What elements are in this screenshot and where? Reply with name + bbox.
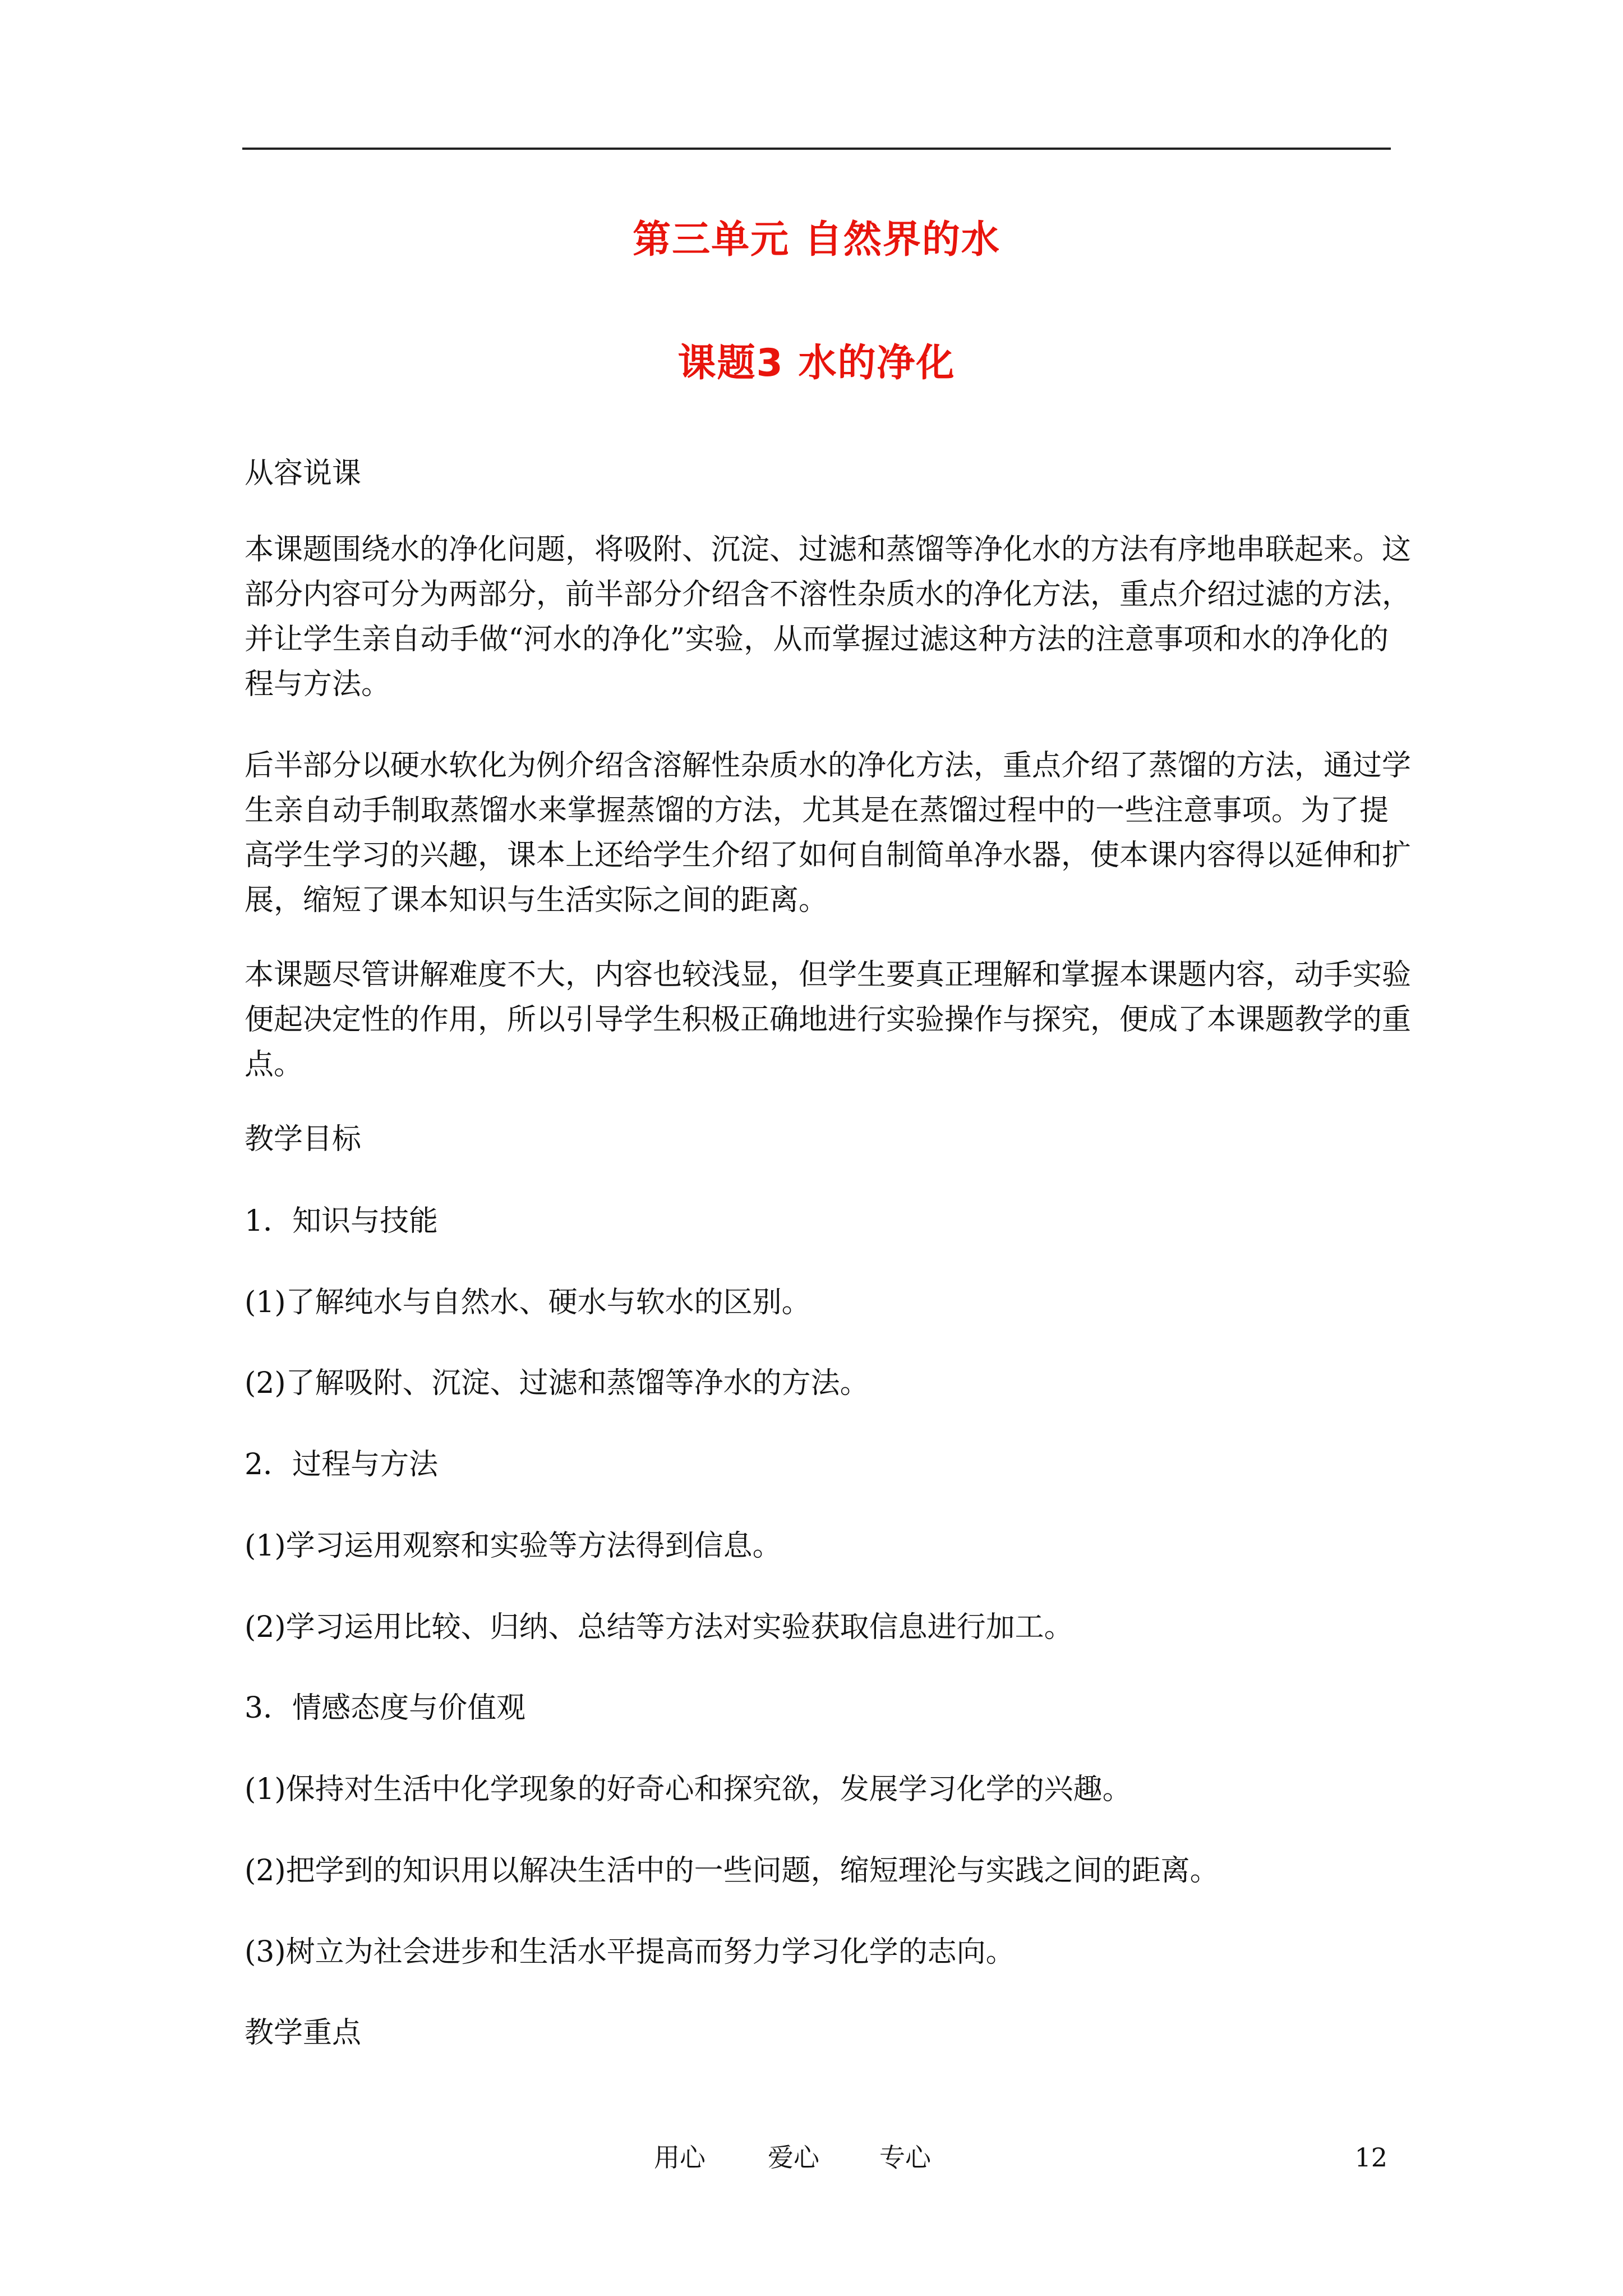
paragraph-line: 部分内容可分为两部分，前半部分介绍含不溶性杂质水的净化方法，重点介绍过滤的方法， — [245, 578, 1412, 611]
objective-item: (2)学习运用比较、归纳、总结等方法对实验获取信息进行加工。 — [245, 1611, 1073, 1644]
paragraph-line: 生亲自动手制取蒸馏水来掌握蒸馏的方法，尤其是在蒸馏过程中的一些注意事项。为了提 — [245, 794, 1389, 827]
paragraph-line: 本课题尽管讲解难度不大，内容也较浅显，但学生要真正理解和掌握本课题内容，动手实验 — [245, 958, 1412, 992]
paragraph-line: 点。 — [245, 1048, 303, 1082]
paragraph-line: 并让学生亲自动手做“河水的净化”实验，从而掌握过滤这种方法的注意事项和水的净化的 — [245, 623, 1389, 656]
footer-word-3: 专心 — [879, 2142, 931, 2173]
paragraph-line: 后半部分以硬水软化为例介绍含溶解性杂质水的净化方法，重点介绍了蒸馏的方法，通过学 — [245, 749, 1412, 783]
objective-item: (1)了解纯水与自然水、硬水与软水的区别。 — [245, 1286, 811, 1319]
objective-item: (3)树立为社会进步和生活水平提高而努力学习化学的志向。 — [245, 1935, 1015, 1969]
objective-item: (2)了解吸附、沉淀、过滤和蒸馏等净水的方法。 — [245, 1366, 869, 1400]
page-title: 第三单元 自然界的水 — [633, 218, 1000, 262]
intro-paragraph-1 — [245, 527, 1412, 707]
footer-word-1: 用心 — [654, 2142, 706, 2173]
page-number: 12 — [1354, 2142, 1387, 2173]
paragraph-line: 程与方法。 — [245, 668, 391, 701]
section-heading-key-points: 教学重点 — [245, 2016, 362, 2050]
intro-paragraph-2 — [245, 743, 1412, 923]
objective-heading-3: 3．情感态度与价值观 — [245, 1691, 526, 1725]
section-heading-intro: 从容说课 — [245, 457, 362, 490]
header-rule — [242, 148, 1391, 150]
objective-item: (1)学习运用观察和实验等方法得到信息。 — [245, 1529, 782, 1563]
paragraph-line: 便起决定性的作用，所以引导学生积极正确地进行实验操作与探究，便成了本课题教学的重 — [245, 1003, 1412, 1037]
lesson-title: 课题3 水的净化 — [677, 341, 956, 385]
intro-paragraph-3 — [245, 953, 1412, 1087]
paragraph-line: 高学生学习的兴趣，课本上还给学生介绍了如何自制简单净水器，使本课内容得以延伸和扩 — [245, 839, 1412, 872]
section-heading-objectives: 教学目标 — [245, 1122, 362, 1156]
paragraph-line: 展，缩短了课本知识与生活实际之间的距离。 — [245, 884, 828, 917]
objective-heading-1: 1．知识与技能 — [245, 1204, 439, 1238]
objective-item: (1)保持对生活中化学现象的好奇心和探究欲，发展学习化学的兴趣。 — [245, 1773, 1132, 1806]
objective-item: (2)把学到的知识用以解决生活中的一些问题，缩短理沦与实践之间的距离。 — [245, 1854, 1219, 1888]
objective-heading-2: 2．过程与方法 — [245, 1448, 439, 1481]
footer-word-2: 爱心 — [768, 2142, 819, 2173]
paragraph-line: 本课题围绕水的净化问题，将吸附、沉淀、过滤和蒸馏等净化水的方法有序地串联起来。这 — [245, 533, 1412, 567]
